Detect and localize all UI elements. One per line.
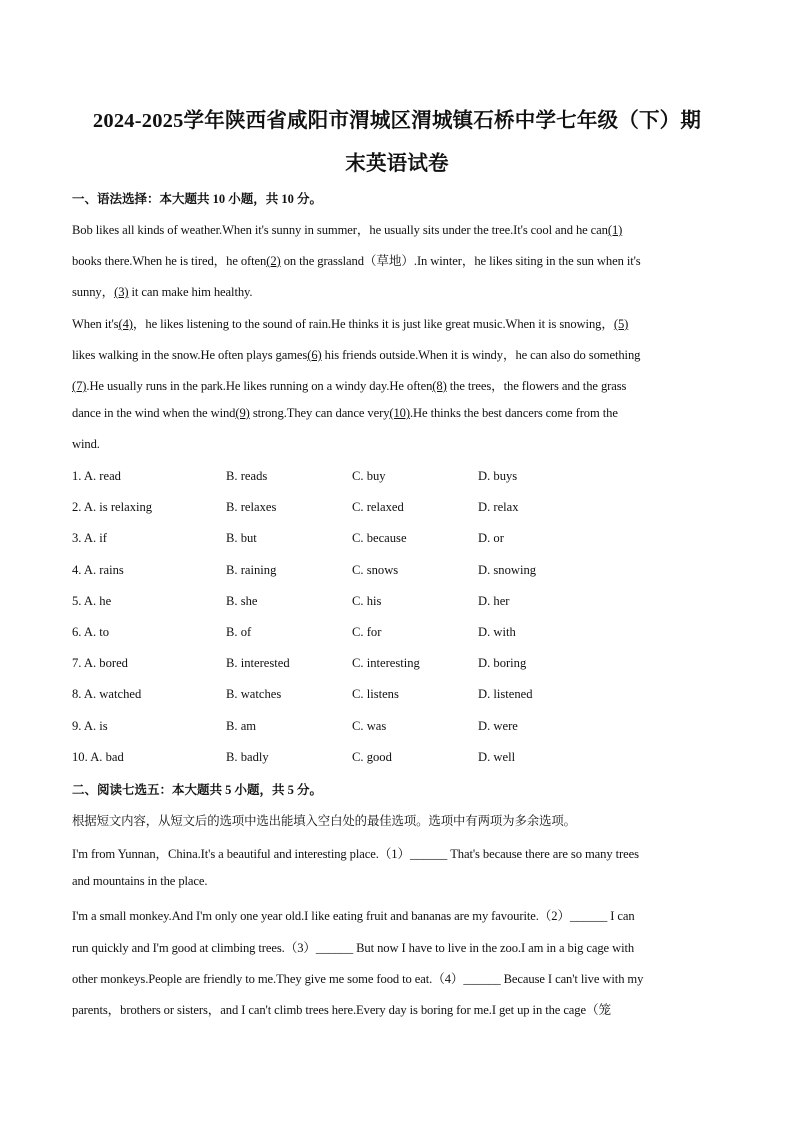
section2-heading: 二、阅读七选五：本大题共 5 小题，共 5 分。 (72, 783, 323, 797)
option-10-D: D. well (478, 749, 516, 764)
passage-text: .He thinks the best dancers come from the (409, 406, 618, 420)
option-10-A: 10. A. bad (72, 749, 124, 764)
option-2-C: C. relaxed (352, 500, 404, 515)
option-3-B: B. but (226, 531, 257, 546)
blank-marker: (3) (114, 285, 129, 299)
passage-text: books there.When he is tired，he often (72, 254, 267, 268)
option-9-D: D. were (478, 718, 518, 733)
option-10-B: B. badly (226, 749, 269, 764)
option-6-A: 6. A. to (72, 625, 110, 639)
option-8-B: B. watches (226, 687, 282, 702)
reading-line: parents，brothers or sisters，and I can't climb trees here.Every day is boring for me.I get up in the cage（笼 (72, 1003, 611, 1017)
passage-text: strong.They can dance very (249, 406, 390, 420)
passage-text: wind. (72, 437, 100, 451)
passage-text: When it's (72, 317, 119, 331)
option-5-B: B. she (226, 593, 258, 608)
passage-text: dance in the wind when the wind (72, 406, 236, 420)
passage-text: it can make him healthy. (128, 285, 253, 299)
option-6-C: C. for (352, 625, 382, 639)
option-5-A: 5. A. he (72, 593, 112, 608)
option-9-C: C. was (352, 718, 387, 733)
option-8-C: C. listens (352, 687, 399, 702)
option-7-D: D. boring (478, 656, 527, 671)
passage-text: sunny， (72, 285, 115, 299)
option-8-D: D. listened (478, 687, 533, 702)
option-4-A: 4. A. rains (72, 562, 124, 577)
passage-line (72, 281, 252, 300)
option-1-C: C. buy (352, 469, 386, 483)
option-10-C: C. good (352, 749, 392, 764)
reading-line: run quickly and I'm good at climbing trees.（3）______ But now I have to live in the zoo.I am in a big cage with (72, 941, 635, 955)
option-8-A: 8. A. watched (72, 687, 142, 702)
passage-text: ，he likes listening to the sound of rain.He thinks it is just like great music.When it is snowing， (132, 317, 614, 331)
option-4-B: B. raining (226, 562, 277, 577)
section1-heading: 一、语法选择：本大题共 10 小题，共 10 分。 (72, 192, 323, 206)
passage-line (72, 219, 622, 238)
blank-marker: (2) (266, 254, 281, 268)
option-5-D: D. her (478, 593, 510, 608)
option-5-C: C. his (352, 593, 382, 608)
passage-text: the trees，the flowers and the grass (446, 379, 627, 393)
reading-line: other monkeys.People are friendly to me.They give me some food to eat.（4）______ Because I can't live with my (72, 972, 644, 986)
exam-title-line2: 末英语试卷 (345, 153, 449, 175)
option-1-D: D. buys (478, 469, 518, 483)
passage-text: .He usually runs in the park.He likes running on a windy day.He often (86, 379, 433, 393)
passage-text: Bob likes all kinds of weather.When it's sunny in summer，he usually sits under the tree.It's cool and he can (72, 223, 608, 237)
option-9-B: B. am (226, 718, 257, 733)
blank-marker: (4) (118, 317, 133, 331)
blank-marker: (9) (235, 406, 250, 420)
option-4-C: C. snows (352, 562, 399, 577)
option-2-A: 2. A. is relaxing (72, 500, 153, 515)
blank-marker: (5) (613, 317, 629, 331)
passage-text: on the grassland（草地）.In winter，he likes siting in the sun when it's (280, 254, 641, 268)
blank-marker: (6) (307, 348, 322, 362)
option-3-D: D. or (478, 531, 504, 546)
blank-marker: (10) (389, 406, 410, 420)
option-7-A: 7. A. bored (72, 656, 128, 671)
passage-line (72, 406, 618, 421)
passage-text: his friends outside.When it is windy，he can also do something (321, 348, 641, 362)
reading-line: and mountains in the place. (72, 874, 208, 888)
blank-marker: (8) (432, 379, 447, 393)
passage-text: likes walking in the snow.He often plays games (72, 348, 308, 362)
passage-line (72, 344, 640, 363)
exam-title-line1: 2024-2025学年陕西省咸阳市渭城区渭城镇石桥中学七年级（下）期 (92, 110, 702, 132)
option-4-D: D. snowing (478, 562, 537, 577)
reading-line: I'm a small monkey.And I'm only one year old.I like eating fruit and bananas are my favourite.（2）______ I can (72, 909, 635, 923)
passage-line (72, 250, 641, 269)
passage-line (72, 313, 628, 332)
option-3-A: 3. A. if (72, 531, 107, 546)
option-3-C: C. because (352, 531, 407, 546)
blank-marker: (1) (607, 223, 623, 237)
option-7-C: C. interesting (352, 656, 420, 671)
passage-line (72, 437, 100, 452)
option-6-B: B. of (226, 625, 252, 639)
option-2-B: B. relaxes (226, 500, 277, 515)
passage-line (72, 375, 626, 394)
blank-marker: (7) (72, 379, 87, 393)
option-1-A: 1. A. read (72, 469, 121, 483)
reading-line: I'm from Yunnan，China.It's a beautiful and interesting place.（1）______ That's because there are so many trees (72, 847, 639, 861)
section2-instruction: 根据短文内容，从短文后的选项中选出能填入空白处的最佳选项。选项中有两项为多余选项。 (72, 813, 576, 828)
option-1-B: B. reads (226, 469, 268, 483)
option-6-D: D. with (478, 625, 516, 639)
option-7-B: B. interested (226, 656, 290, 671)
option-9-A: 9. A. is (72, 718, 108, 733)
option-2-D: D. relax (478, 500, 519, 515)
